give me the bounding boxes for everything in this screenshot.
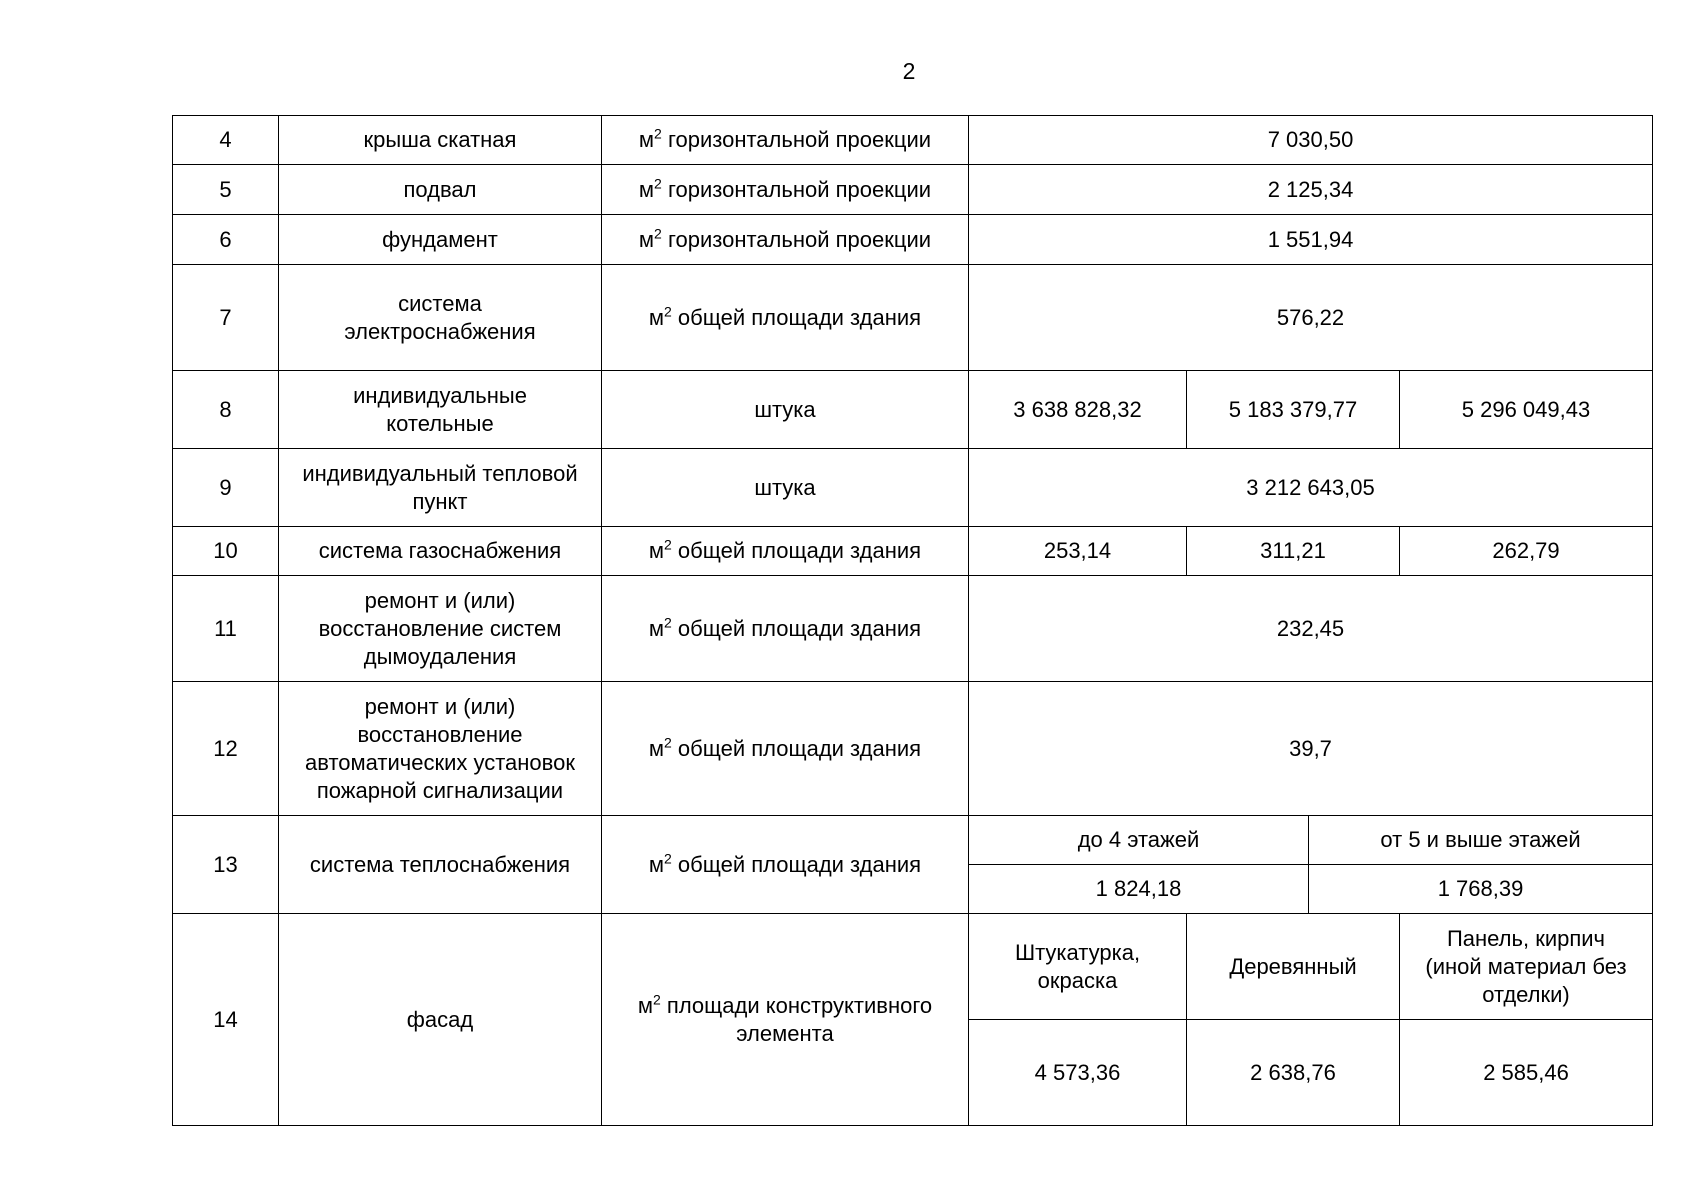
element-name: крыша скатная bbox=[279, 116, 602, 165]
unit-cell: $м^2$ общей площади здания bbox=[602, 527, 969, 576]
subheader-cell: Панель, кирпич (иной материал без отделки) bbox=[1400, 914, 1653, 1020]
value-cell: 2 638,76 bbox=[1187, 1020, 1400, 1126]
table-row bbox=[173, 576, 1653, 682]
element-name: индивидуальные котельные bbox=[279, 371, 602, 449]
row-number: 11 bbox=[173, 576, 279, 682]
table-row bbox=[173, 165, 1653, 215]
value-cell: 262,79 bbox=[1400, 527, 1653, 576]
unit-cell: $м^2$ общей площади здания bbox=[602, 576, 969, 682]
element-name: фундамент bbox=[279, 215, 602, 265]
table-row bbox=[173, 449, 1653, 527]
subheader-cell: до 4 этажей bbox=[969, 816, 1309, 865]
row-number: 10 bbox=[173, 527, 279, 576]
table-row bbox=[173, 527, 1653, 576]
element-name: ремонт и (или) восстановление систем дымоудаления bbox=[279, 576, 602, 682]
row-number: 12 bbox=[173, 682, 279, 816]
element-name: индивидуальный тепловой пункт bbox=[279, 449, 602, 527]
subheader-cell: Штукатурка, окраска bbox=[969, 914, 1187, 1020]
element-name: система электроснабжения bbox=[279, 265, 602, 371]
row-number: 7 bbox=[173, 265, 279, 371]
row-number: 8 bbox=[173, 371, 279, 449]
row-number: 6 bbox=[173, 215, 279, 265]
element-name: ремонт и (или) восстановление автоматических установок пожарной сигнализации bbox=[279, 682, 602, 816]
value-cell: 5 296 049,43 bbox=[1400, 371, 1653, 449]
value-cell: 3 212 643,05 bbox=[969, 449, 1653, 527]
unit-cell: штука bbox=[602, 371, 969, 449]
element-name: система газоснабжения bbox=[279, 527, 602, 576]
table-row bbox=[173, 682, 1653, 816]
value-cell: 576,22 bbox=[969, 265, 1653, 371]
subheader-cell: Деревянный bbox=[1187, 914, 1400, 1020]
row-number: 9 bbox=[173, 449, 279, 527]
row-number: 4 bbox=[173, 116, 279, 165]
value-cell: 4 573,36 bbox=[969, 1020, 1187, 1126]
table-row bbox=[173, 816, 1653, 865]
element-name: подвал bbox=[279, 165, 602, 215]
cost-table bbox=[172, 115, 1653, 1126]
row-number: 14 bbox=[173, 914, 279, 1126]
page-number: 2 bbox=[902, 58, 916, 84]
element-name: система теплоснабжения bbox=[279, 816, 602, 914]
unit-cell: $м^2$ площади конструктивного элемента bbox=[602, 914, 969, 1126]
value-cell: 2 125,34 bbox=[969, 165, 1653, 215]
value-cell: 5 183 379,77 bbox=[1187, 371, 1400, 449]
unit-cell: $м^2$ горизонтальной проекции bbox=[602, 215, 969, 265]
table-row bbox=[173, 116, 1653, 165]
table-row bbox=[173, 265, 1653, 371]
unit-cell: $м^2$ горизонтальной проекции bbox=[602, 165, 969, 215]
table-row bbox=[173, 914, 1653, 1020]
value-cell: 311,21 bbox=[1187, 527, 1400, 576]
unit-cell: $м^2$ общей площади здания bbox=[602, 682, 969, 816]
value-cell: 1 824,18 bbox=[969, 865, 1309, 914]
table-row bbox=[173, 371, 1653, 449]
value-cell: 1 768,39 bbox=[1309, 865, 1653, 914]
value-cell: 253,14 bbox=[969, 527, 1187, 576]
row-number: 5 bbox=[173, 165, 279, 215]
unit-cell: $м^2$ общей площади здания bbox=[602, 816, 969, 914]
row-number: 13 bbox=[173, 816, 279, 914]
unit-cell: штука bbox=[602, 449, 969, 527]
unit-cell: $м^2$ горизонтальной проекции bbox=[602, 116, 969, 165]
value-cell: 1 551,94 bbox=[969, 215, 1653, 265]
value-cell: 7 030,50 bbox=[969, 116, 1653, 165]
value-cell: 3 638 828,32 bbox=[969, 371, 1187, 449]
element-name: фасад bbox=[279, 914, 602, 1126]
value-cell: 39,7 bbox=[969, 682, 1653, 816]
subheader-cell: от 5 и выше этажей bbox=[1309, 816, 1653, 865]
table-row bbox=[173, 215, 1653, 265]
value-cell: 2 585,46 bbox=[1400, 1020, 1653, 1126]
unit-cell: $м^2$ общей площади здания bbox=[602, 265, 969, 371]
value-cell: 232,45 bbox=[969, 576, 1653, 682]
